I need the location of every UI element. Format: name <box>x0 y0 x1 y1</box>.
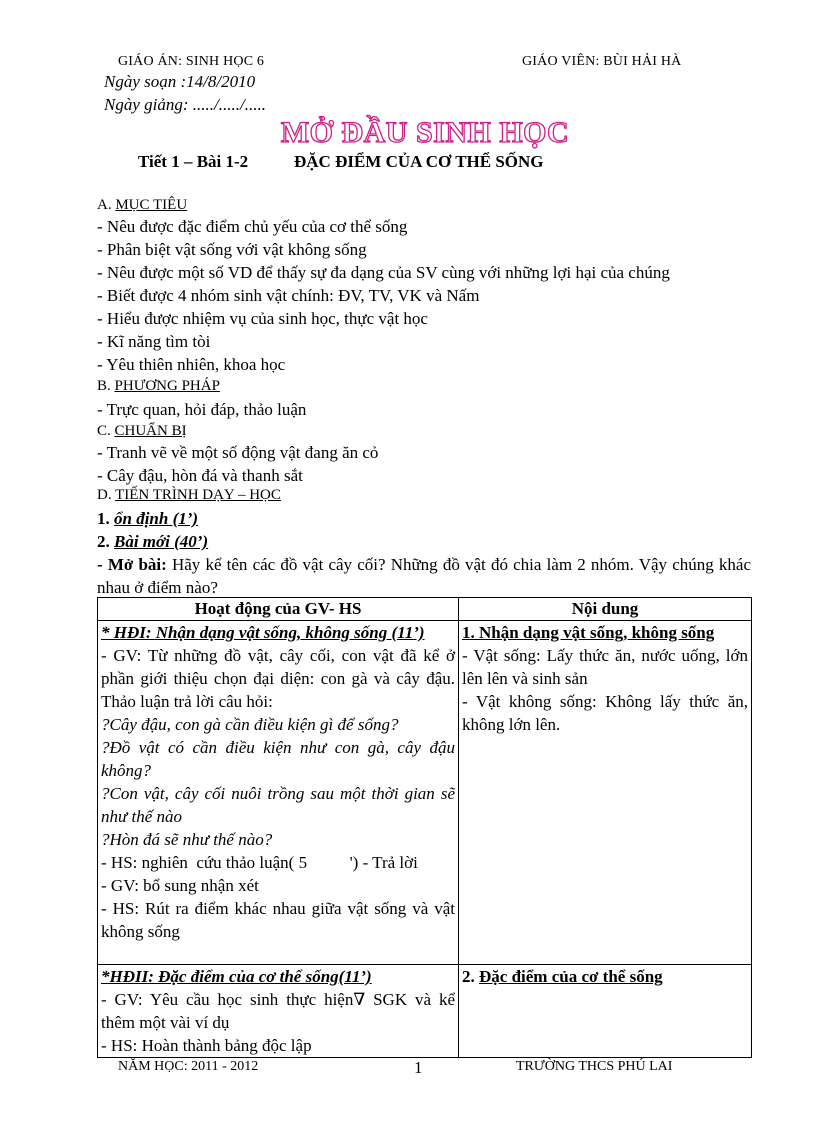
content-1-line: - Vật sống: Lấy thức ăn, nước uống, lớn lên lên và sinh sản <box>462 646 748 688</box>
section-c-heading <box>97 423 187 440</box>
page-title: MỞ ĐẦU SINH HỌC <box>280 116 570 149</box>
section-d-title: TIẾN TRÌNH DẠY – HỌC <box>115 487 281 503</box>
footer-school-year: NĂM HỌC: 2011 - 2012 <box>118 1059 259 1074</box>
objective-item: - Yêu thiên nhiên, khoa học <box>97 355 286 374</box>
activity-2-line: - HS: Hoàn thành bảng độc lập <box>101 1036 312 1055</box>
prep-item: - Tranh vẽ về một số động vật đang ăn cỏ <box>97 443 379 462</box>
lesson-number: Tiết 1 – Bài 1-2 <box>138 152 249 171</box>
step-1-number: 1. <box>97 509 114 528</box>
content-2-number: 2. <box>462 967 479 986</box>
prep-item: - Cây đậu, hòn đá và thanh sắt <box>97 466 303 485</box>
objective-item: - Phân biệt vật sống với vật không sống <box>97 240 367 259</box>
section-d-heading <box>97 487 281 504</box>
objective-item: - Nêu được một số VD để thấy sự đa dạng của SV cùng với những lợi hại của chúng <box>97 263 670 282</box>
activity-1-question: ?Đồ vật có cần điều kiện như con gà, cây đậu không? <box>101 738 455 780</box>
section-b-title: PHƯƠNG PHÁP <box>114 378 220 394</box>
column-header-content: Nội dung <box>459 598 752 621</box>
intro-paragraph <box>97 553 751 599</box>
column-header-activities: Hoạt động của GV- HS <box>98 598 459 621</box>
table-row <box>98 621 752 965</box>
activity-1-line: - GV: Từ những đồ vật, cây cối, con vật đã kể ở phần giới thiệu chọn đại diện: con gà và cây đậu. Thảo luận trả lời câu hỏi: <box>101 646 455 711</box>
content-cell-2 <box>459 965 752 1058</box>
content-1-line: - Vật không sống: Không lấy thức ăn, không lớn lên. <box>462 692 748 734</box>
step-2-text: Bài mới (40’) <box>114 532 209 551</box>
activity-1-title: * HĐI: Nhận dạng vật sống, không sống (11’) <box>101 623 425 642</box>
method-item: - Trực quan, hỏi đáp, thảo luận <box>97 400 307 419</box>
activity-cell-2 <box>98 965 459 1058</box>
objective-item: - Biết được 4 nhóm sinh vật chính: ĐV, TV, VK và Nấm <box>97 286 480 305</box>
footer-school-name: TRƯỜNG THCS PHÚ LAI <box>516 1059 673 1074</box>
activity-1-line: - HS: nghiên cứu thảo luận( 5 ') - Trả lời <box>101 853 418 872</box>
step-1-text: ổn định (1’) <box>114 509 199 528</box>
header-subject: GIÁO ÁN: SINH HỌC 6 <box>118 54 265 69</box>
content-2-title: Đặc điểm của cơ thể sống <box>479 967 663 986</box>
objective-item: - Hiểu được nhiệm vụ của sinh học, thực vật học <box>97 309 428 328</box>
step-1 <box>97 509 198 529</box>
activity-1-line: - HS: Rút ra điểm khác nhau giữa vật sống và vật không sống <box>101 899 455 941</box>
date-prepared: Ngày soạn :14/8/2010 <box>104 72 256 91</box>
activity-cell-1 <box>98 621 459 965</box>
section-b-heading <box>97 378 220 395</box>
intro-label: - Mở bài: <box>97 555 167 574</box>
section-a-title: MỤC TIÊU <box>115 197 188 213</box>
page-number: 1 <box>414 1058 423 1077</box>
header-teacher: GIÁO VIÊN: BÙI HẢI HÀ <box>522 54 682 69</box>
section-d-prefix: D. <box>97 487 116 503</box>
section-a-prefix: A. <box>97 197 116 213</box>
activity-1-line: - GV: bổ sung nhận xét <box>101 876 259 895</box>
lesson-table <box>97 597 752 1058</box>
activity-2-line: - GV: Yêu cầu học sinh thực hiện∇ SGK và kể thêm một vài ví dụ <box>101 990 455 1032</box>
lesson-topic: ĐẶC ĐIỂM CỦA CƠ THỂ SỐNG <box>294 152 544 171</box>
section-b-prefix: B. <box>97 378 115 394</box>
table-row <box>98 965 752 1058</box>
intro-text: Hãy kể tên các đồ vật cây cối? Những đồ vật đó chia làm 2 nhóm. Vậy chúng khác nhau ở điểm nào? <box>97 555 751 597</box>
activity-1-question: ?Con vật, cây cối nuôi trồng sau một thời gian sẽ như thế nào <box>101 784 455 826</box>
activity-2-title: *HĐII: Đặc điểm của cơ thể sống(11’) <box>101 967 372 986</box>
date-taught: Ngày giảng: ...../...../..... <box>104 95 266 114</box>
step-2-number: 2. <box>97 532 114 551</box>
section-a-heading <box>97 197 187 214</box>
content-2-heading <box>462 965 748 988</box>
objective-item: - Nêu được đặc điểm chủ yếu của cơ thể sống <box>97 217 408 236</box>
objective-item: - Kĩ năng tìm tòi <box>97 332 211 351</box>
section-c-title: CHUẨN BỊ <box>114 423 187 439</box>
content-1-title: 1. Nhận dạng vật sống, không sống <box>462 623 715 642</box>
activity-1-question: ?Cây đậu, con gà cần điều kiện gì để sống? <box>101 715 399 734</box>
content-cell-1 <box>459 621 752 965</box>
section-c-prefix: C. <box>97 423 115 439</box>
step-2 <box>97 532 208 552</box>
activity-1-question: ?Hòn đá sẽ như thế nào? <box>101 830 273 849</box>
table-header-row <box>98 598 752 621</box>
